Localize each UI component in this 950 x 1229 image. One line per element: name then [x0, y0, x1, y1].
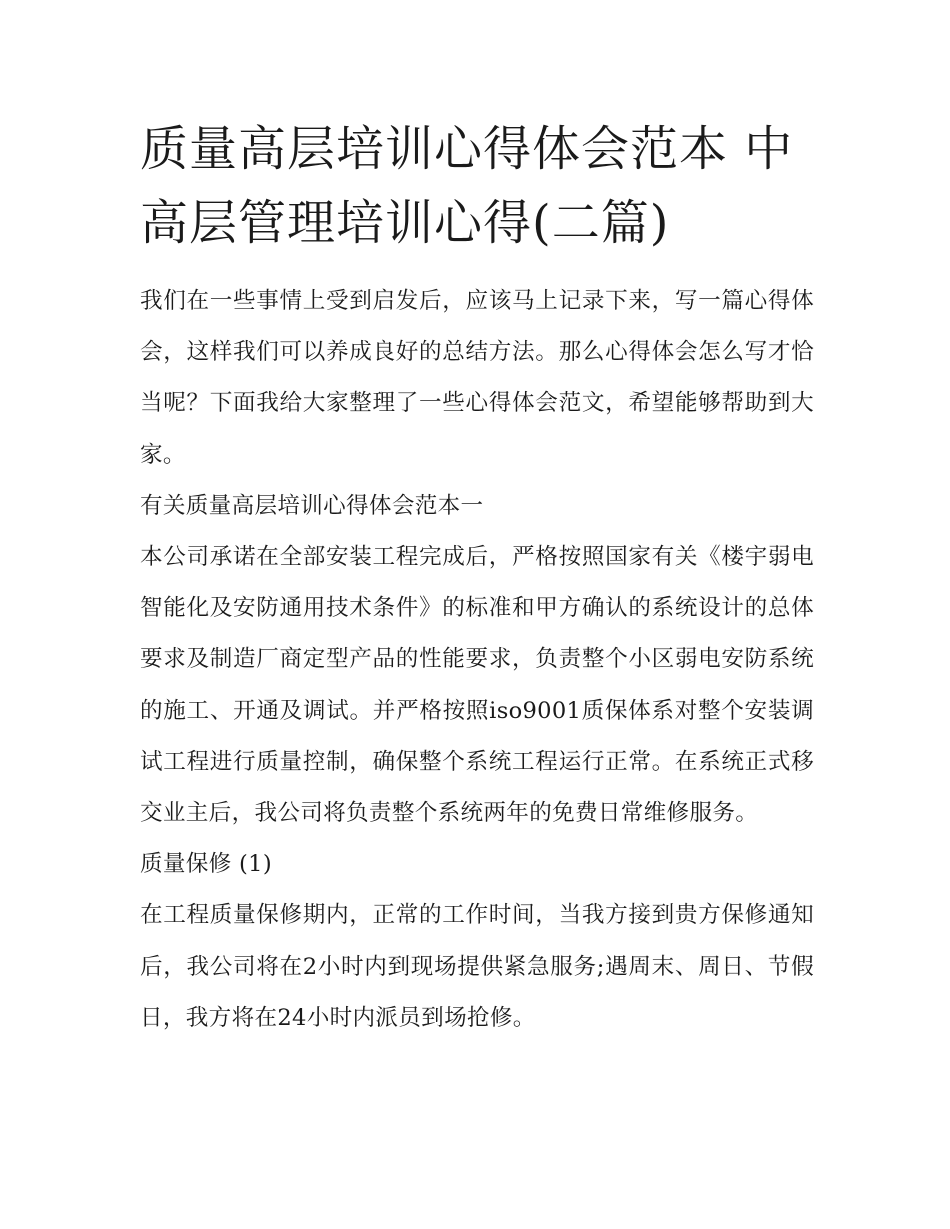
intro-paragraph: 我们在一些事情上受到启发后，应该马上记录下来，写一篇心得体会，这样我们可以养成良好的总结方法。那么心得体会怎么写才恰当呢？下面我给大家整理了一些心得体会范文，希望能够帮助到大家。: [140, 288, 814, 468]
document-body: [140, 276, 814, 1044]
commitment-paragraph: 本公司承诺在全部安装工程完成后，严格按照国家有关《楼宇弱电智能化及安防通用技术条件》的标准和甲方确认的系统设计的总体要求及制造厂商定型产品的性能要求，负责整个小区弱电安防系统的施工、开通及调试。并严格按照iso9001质保体系对整个安装调试工程进行质量控制，确保整个系统工程运行正常。在系统正式移交业主后，我公司将负责整个系统两年的免费日常维修服务。: [140, 544, 814, 827]
document-title: 质量高层培训心得体会范本 中高层管理培训心得(二篇): [140, 121, 794, 251]
section-heading: 有关质量高层培训心得体会范本一: [140, 492, 484, 519]
warranty-paragraph: 在工程质量保修期内，正常的工作时间，当我方接到贵方保修通知后，我公司将在2小时内到现场提供紧急服务;遇周末、周日、节假日，我方将在24小时内派员到场抢修。: [140, 902, 814, 1031]
warranty-heading: 质量保修 (1): [140, 851, 272, 878]
